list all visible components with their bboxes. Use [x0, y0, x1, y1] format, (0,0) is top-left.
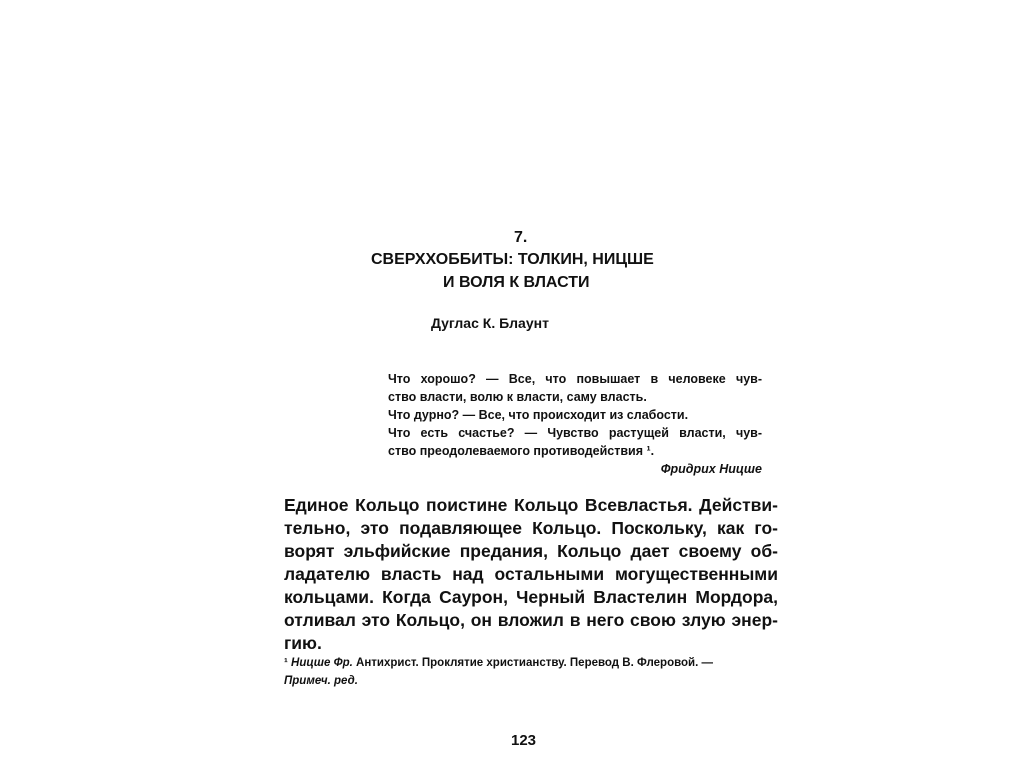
chapter-author: Дуглас К. Блаунт — [431, 315, 549, 331]
epigraph-line: Что хорошо? — Все, что повышает в человеке чув- — [388, 372, 762, 386]
body-line: тельно, это подавляющее Кольцо. Поскольку, как го- — [284, 518, 778, 538]
epigraph-attribution: Фридрих Ницше — [660, 462, 762, 476]
body-line: Единое Кольцо поистине Кольцо Всевластья. Действи- — [284, 495, 778, 515]
epigraph-line: ство преодолеваемого противодействия ¹. — [388, 444, 655, 458]
footnote-editor-note: Примеч. ред. — [284, 675, 358, 687]
footnote — [284, 657, 713, 669]
footnote-note — [284, 675, 358, 687]
epigraph-line: Что дурно? — Все, что происходит из слабости. — [388, 408, 689, 422]
body-line: ворят эльфийские предания, Кольцо дает своему об- — [284, 541, 778, 561]
body-line: кольцами. Когда Саурон, Черный Властелин Мордора, — [284, 587, 778, 607]
footnote-marker: ¹ — [284, 657, 288, 669]
chapter-title-line-2: И ВОЛЯ К ВЛАСТИ — [443, 274, 590, 291]
epigraph-line: ство власти, волю к власти, саму власть. — [388, 390, 647, 404]
body-line: гию. — [284, 633, 322, 653]
footnote-author: Ницше Фр. — [291, 657, 353, 669]
chapter-title-line-1: СВЕРХХОББИТЫ: ТОЛКИН, НИЦШЕ — [371, 251, 654, 268]
body-line: ладателю власть над остальными могущественными — [284, 564, 778, 584]
chapter-number: 7. — [514, 229, 528, 246]
body-line: отливал это Кольцо, он вложил в него свою злую энер- — [284, 610, 778, 630]
page-number: 123 — [511, 732, 537, 749]
footnote-text: Антихрист. Проклятие христианству. Перевод В. Флеровой. — — [356, 657, 714, 669]
epigraph-line: Что есть счастье? — Чувство растущей власти, чув- — [388, 426, 762, 440]
